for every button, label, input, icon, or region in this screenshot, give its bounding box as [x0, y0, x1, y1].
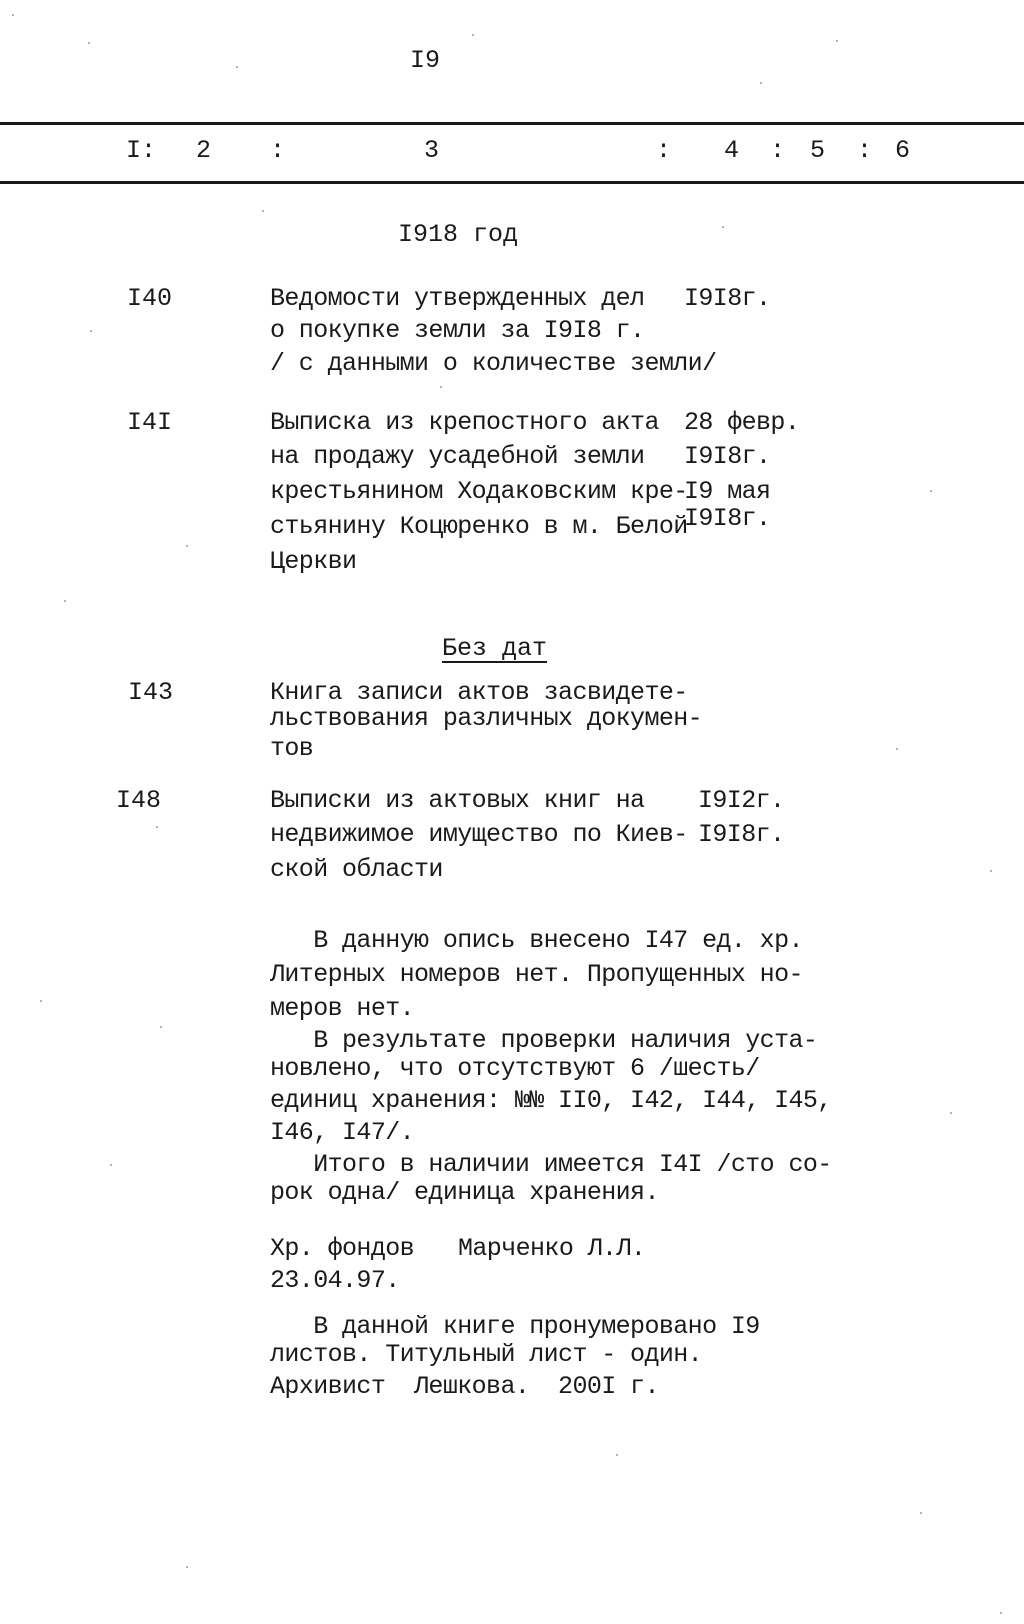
- speck: [186, 1566, 188, 1568]
- speck: [930, 490, 932, 492]
- note-inventory-line: меров нет.: [270, 994, 415, 1023]
- column-separator: :: [770, 136, 786, 165]
- speck: [110, 1164, 112, 1166]
- item-description-line: льствования различных докумен-: [270, 704, 703, 733]
- item-number: I4I: [127, 408, 173, 437]
- page-number: I9: [410, 46, 441, 75]
- speck: [836, 40, 838, 42]
- speck: [760, 82, 762, 84]
- signature-role: Хр. фондов: [270, 1234, 415, 1263]
- note-verification-line: единиц хранения: №№ II0, I42, I44, I45,: [270, 1086, 832, 1115]
- note-verification-line: I46, I47/.: [270, 1118, 415, 1147]
- speck: [616, 1454, 618, 1456]
- speck: [262, 210, 264, 212]
- speck: [64, 600, 66, 602]
- column-label: 2: [196, 136, 212, 165]
- item-description-line: Книга записи актов засвидете-: [270, 678, 688, 707]
- speck: [90, 330, 92, 332]
- item-description-line: о покупке земли за I9I8 г.: [270, 316, 645, 345]
- header-rule-bottom: [0, 181, 1024, 184]
- item-date: I9I8г.: [698, 820, 785, 849]
- speck: [896, 748, 898, 750]
- speck: [722, 226, 724, 228]
- speck: [12, 14, 14, 16]
- item-description-line: Выписки из актовых книг на: [270, 786, 645, 815]
- speck: [950, 1112, 952, 1114]
- note-verification-line: новлено, что отсутствуют 6 /шесть/: [270, 1054, 760, 1083]
- item-description-line: Церкви: [270, 547, 357, 576]
- item-description-line: ской области: [270, 855, 443, 884]
- item-date: 28 февр.: [684, 408, 800, 437]
- item-description-line: стьянину Коцюренко в м. Белой: [270, 512, 688, 541]
- speck: [186, 545, 188, 547]
- item-description-line: на продажу усадебной земли: [270, 442, 645, 471]
- item-description-line: Ведомости утвержденных дел: [270, 284, 645, 313]
- item-date: I9I8г.: [684, 442, 771, 471]
- column-label: 3: [424, 136, 440, 165]
- item-date: I9I8г.: [684, 284, 771, 313]
- speck: [440, 386, 442, 388]
- item-date: I9I2г.: [698, 786, 785, 815]
- note-total-line: рок одна/ единица хранения.: [270, 1178, 659, 1207]
- note-total-line: Итого в наличии имеется I4I /сто со-: [270, 1150, 832, 1179]
- signature-name: Марченко Л.Л.: [458, 1234, 646, 1263]
- column-separator: :: [270, 136, 286, 165]
- note-inventory-line: В данную опись внесено I47 ед. хр.: [270, 926, 803, 955]
- item-description-line: / с данными о количестве земли/: [270, 349, 717, 378]
- speck: [920, 1512, 922, 1514]
- certification-line: листов. Титульный лист - один.: [270, 1340, 703, 1369]
- item-number: I43: [128, 678, 174, 707]
- column-separator: :: [656, 136, 672, 165]
- item-date: I9I8г.: [684, 504, 771, 533]
- certification-line: В данной книге пронумеровано I9: [270, 1312, 760, 1341]
- note-inventory-line: Литерных номеров нет. Пропущенных но-: [270, 960, 803, 989]
- column-label: 4: [724, 136, 740, 165]
- speck: [88, 42, 90, 44]
- column-label: 5: [810, 136, 826, 165]
- column-separator: :: [857, 136, 873, 165]
- speck: [1000, 1612, 1002, 1614]
- item-description-line: тов: [270, 734, 314, 763]
- item-description-line: Выписка из крепостного акта: [270, 408, 659, 437]
- item-date: I9 мая: [684, 477, 771, 506]
- speck: [472, 34, 474, 36]
- section-title-undated: Без дат: [442, 634, 548, 663]
- speck: [160, 1026, 162, 1028]
- item-description-line: крестьянином Ходаковским кре-: [270, 477, 688, 506]
- speck: [156, 826, 158, 828]
- speck: [40, 1000, 42, 1002]
- certification-line: Архивист Лешкова. 200I г.: [270, 1372, 659, 1401]
- header-rule-top: [0, 122, 1024, 125]
- note-verification-line: В результате проверки наличия уста-: [270, 1026, 818, 1055]
- column-label: I:: [126, 136, 157, 165]
- item-number: I40: [127, 284, 173, 313]
- section-title-1918: I918 год: [398, 220, 519, 249]
- item-description-line: недвижимое имущество по Киев-: [270, 820, 688, 849]
- column-label: 6: [895, 136, 911, 165]
- speck: [236, 66, 238, 68]
- signature-date: 23.04.97.: [270, 1266, 400, 1295]
- item-number: I48: [116, 786, 162, 815]
- speck: [990, 870, 992, 872]
